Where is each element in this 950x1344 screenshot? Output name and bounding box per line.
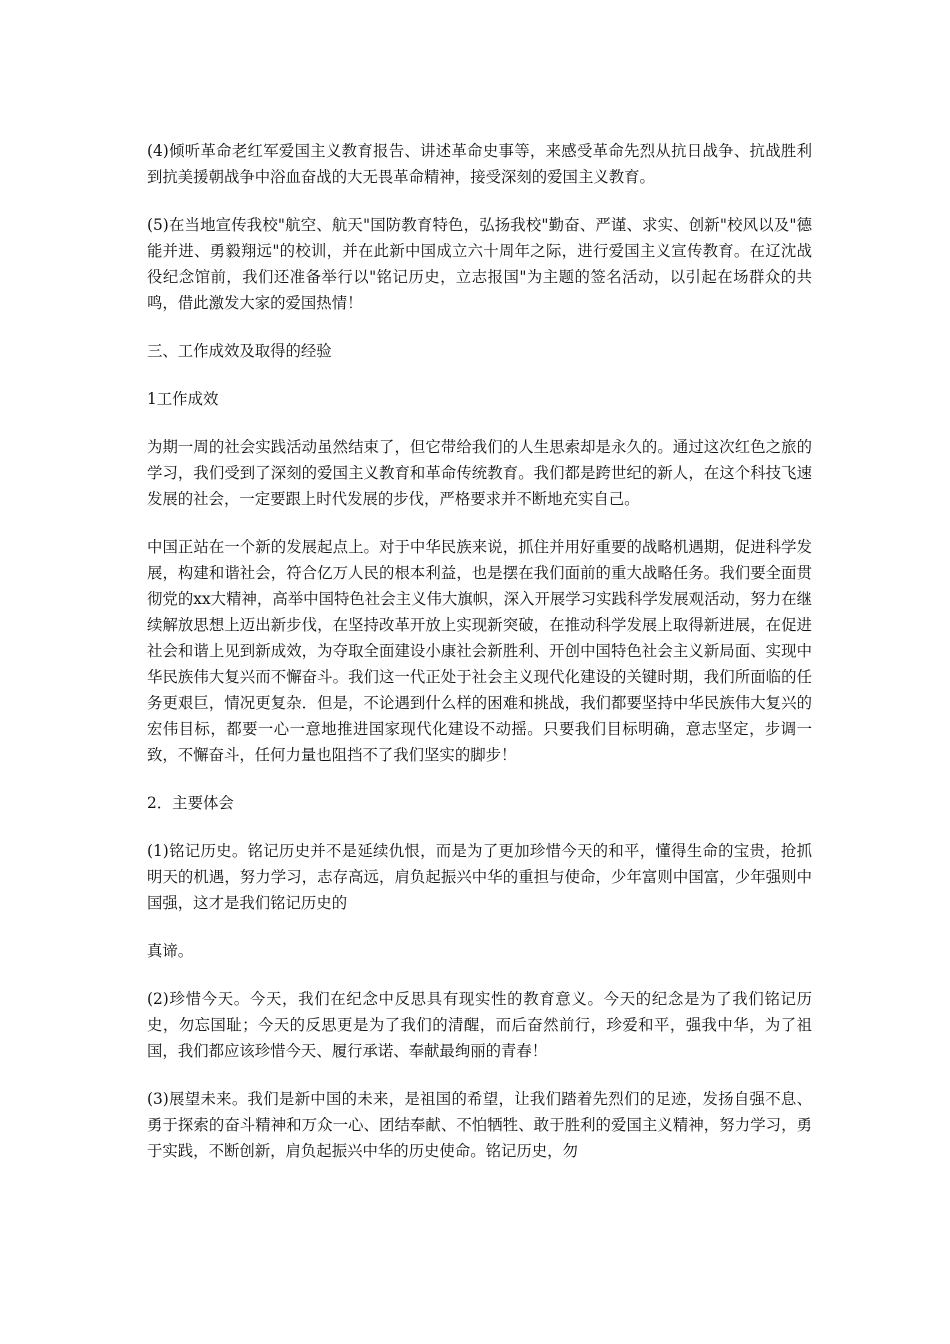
subheading-work-results: 1工作成效 xyxy=(147,390,219,408)
paragraph-insight-1-continued: 真谛。 xyxy=(147,942,194,960)
section-heading-results: 三、工作成效及取得的经验 xyxy=(147,342,332,360)
paragraph-summary: 为期一周的社会实践活动虽然结束了，但它带给我们的人生思索却是永久的。通过这次红色之旅的学习，我们受到了深刻的爱国主义教育和革命传统教育。我们都是跨世纪的新人，在这个科技飞速发展的社会，一定要跟上时代发展的步伐，严格要求并不断地充实自己。 xyxy=(147,438,812,508)
paragraph-insight-2: (2)珍惜今天。今天，我们在纪念中反思具有现实性的教育意义。今天的纪念是为了我们铭记历史，勿忘国耻；今天的反思更是为了我们的清醒，而后奋然前行，珍爱和平，强我中华，为了祖国，我们都应该珍惜今天、履行承诺、奉献最绚丽的青春！ xyxy=(147,990,812,1060)
subheading-main-insights: 2．主要体会 xyxy=(147,794,234,812)
paragraph-insight-3: (3)展望未来。我们是新中国的未来，是祖国的希望，让我们踏着先烈们的足迹，发扬自强不息、勇于探索的奋斗精神和万众一心、团结奉献、不怕牺牲、敢于胜利的爱国主义精神，努力学习，勇于实践，不断创新，肩负起振兴中华的历史使命。铭记历史，勿 xyxy=(147,1090,812,1160)
paragraph-item-5: (5)在当地宣传我校"航空、航天"国防教育特色，弘扬我校"勤奋、严谨、求实、创新"校风以及"德能并进、勇毅翔远"的校训，并在此新中国成立六十周年之际，进行爱国主义宣传教育。在辽沈战役纪念馆前，我们还准备举行以"铭记历史，立志报国"为主题的签名活动，以引起在场群众的共鸣，借此激发大家的爱国热情！ xyxy=(147,216,812,312)
document-page xyxy=(147,138,812,1186)
paragraph-insight-1: (1)铭记历史。铭记历史并不是延续仇恨，而是为了更加珍惜今天的和平，懂得生命的宝贵，抢抓明天的机遇，努力学习，志存高远，肩负起振兴中华的重担与使命，少年富则中国富，少年强则中国强，这才是我们铭记历史的 xyxy=(147,842,812,912)
paragraph-item-4: (4)倾听革命老红军爱国主义教育报告、讲述革命史事等，来感受革命先烈从抗日战争、抗战胜利到抗美援朝战争中浴血奋战的大无畏革命精神，接受深刻的爱国主义教育。 xyxy=(147,142,812,186)
paragraph-china-development: 中国正站在一个新的发展起点上。对于中华民族来说，抓住并用好重要的战略机遇期，促进科学发展，构建和谐社会，符合亿万人民的根本利益，也是摆在我们面前的重大战略任务。我们要全面贯彻党的xx大精神，高举中国特色社会主义伟大旗帜，深入开展学习实践科学发展观活动，努力在继续解放思想上迈出新步伐，在坚持改革开放上实现新突破，在推动科学发展上取得新进展，在促进社会和谐上见到新成效，为夺取全面建设小康社会新胜利、开创中国特色社会主义新局面、实现中华民族伟大复兴而不懈奋斗。我们这一代正处于社会主义现代化建设的关键时期，我们所面临的任务更艰巨，情况更复杂．但是，不论遇到什么样的困难和挑战，我们都要坚持中华民族伟大复兴的宏伟目标，都要一心一意地推进国家现代化建设不动摇。只要我们目标明确，意志坚定，步调一致，不懈奋斗，任何力量也阻挡不了我们坚实的脚步！ xyxy=(147,538,812,764)
